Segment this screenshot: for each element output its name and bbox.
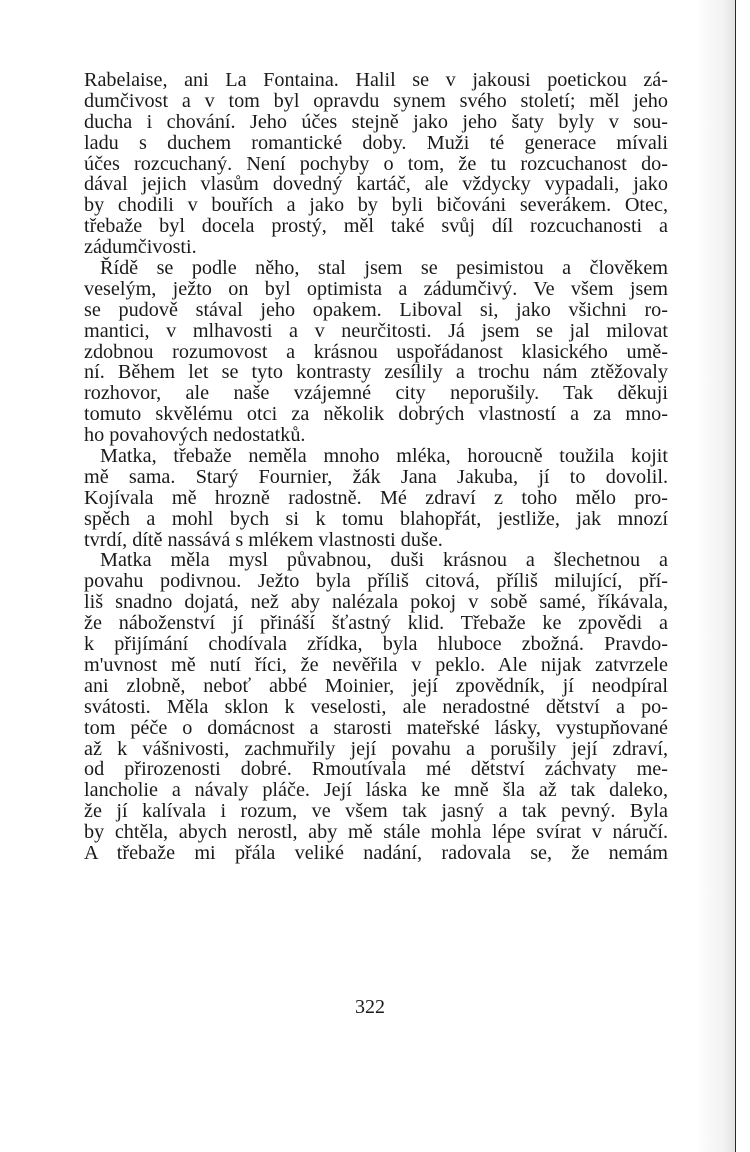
paragraph-1 xyxy=(84,70,668,258)
text-line: třebaže byl docela prostý, měl také svůj díl rozcuchanosti a xyxy=(84,215,668,238)
text-line: ducha i chování. Jeho účes stejně jako jeho šaty byly v sou- xyxy=(84,110,668,133)
text-line: veselým, ježto on byl optimista a zádumčivý. Ve všem jsem xyxy=(84,277,668,300)
text-line: účes rozcuchaný. Není pochyby o tom, že tu rozcuchanost do- xyxy=(84,152,668,175)
text-line: spěch a mohl bych si k tomu blahopřát, jestliže, jak mnozí xyxy=(84,507,668,530)
page-gutter-shadow xyxy=(695,0,735,1152)
text-line: liš snadno dojatá, než aby nalézala pokoj v sobě samé, říkávala, xyxy=(84,591,668,614)
text-line: dumčivost a v tom byl opravdu synem svého století; měl jeho xyxy=(84,89,668,112)
body-text xyxy=(84,70,668,864)
text-line: m'uvnost mě nutí říci, že nevěřila v peklo. Ale nijak zatvrzele xyxy=(84,653,668,676)
text-line: mantici, v mlhavosti a v neurčitosti. Já jsem se jal milovat xyxy=(84,319,668,342)
page-outside-margin xyxy=(736,0,750,1152)
text-line: až k vášnivosti, zachmuřily její povahu a porušily její zdraví, xyxy=(84,737,668,760)
paragraph-3 xyxy=(84,446,668,550)
text-line: lancholie a návaly pláče. Její láska ke mně šla až tak daleko, xyxy=(84,779,668,802)
text-line: k přijímání chodívala zřídka, byla hluboce zbožná. Pravdo- xyxy=(84,633,668,656)
text-line: se pudově stával jeho opakem. Liboval si, jako všichni ro- xyxy=(84,298,668,321)
paragraph-4 xyxy=(84,550,668,863)
text-line: že náboženství jí přináší šťastný klid. Třebaže ke zpovědi a xyxy=(84,612,668,635)
text-line: od přirozenosti dobré. Rmoutívala mé dětství záchvaty me- xyxy=(84,758,668,781)
text-line: Matka měla mysl půvabnou, duši krásnou a šlechetnou a xyxy=(100,549,668,572)
text-line: by chtěla, abych nerostl, aby mě stále mohla lépe svírat v náručí. xyxy=(84,821,668,844)
text-line: rozhovor, ale naše vzájemné city neporušily. Tak děkuji xyxy=(84,382,668,405)
text-line: svátosti. Měla sklon k veselosti, ale neradostné dětství a po- xyxy=(84,695,668,718)
text-line: ani zlobně, neboť abbé Moinier, její zpovědník, jí neodpíral xyxy=(84,674,668,697)
text-line: tomuto skvělému otci za několik dobrých vlastností a za mno- xyxy=(84,403,668,426)
text-line: A třebaže mi přála veliké nadání, radovala se, že nemám xyxy=(84,841,668,864)
text-line: ní. Během let se tyto kontrasty zesílily a trochu nám ztěžovaly xyxy=(84,361,668,384)
text-line: Řídě se podle něho, stal jsem se pesimistou a člověkem xyxy=(100,257,668,280)
text-line: mě sama. Starý Fournier, žák Jana Jakuba, jí to dovolil. xyxy=(84,465,668,488)
text-line: povahu podivnou. Ježto byla příliš citová, příliš milující, pří- xyxy=(84,570,668,593)
text-line: tvrdí, dítě nassává s mlékem vlastnosti duše. xyxy=(84,528,443,551)
text-line: Kojívala mě hrozně radostně. Mé zdraví z toho mělo pro- xyxy=(84,486,668,509)
text-line: ladu s duchem romantické doby. Muži té generace mívali xyxy=(84,131,668,154)
text-line: by chodili v bouřích a jako by byli bičováni severákem. Otec, xyxy=(84,194,668,217)
paragraph-2 xyxy=(84,258,668,446)
text-line: Matka, třebaže neměla mnoho mléka, horoucně toužila kojit xyxy=(100,445,668,468)
text-line: Rabelaise, ani La Fontaina. Halil se v jakousi poetickou zá- xyxy=(84,69,668,91)
page-number: 322 xyxy=(355,996,385,1018)
text-line: že jí kalívala i rozum, ve všem tak jasný a tak pevný. Byla xyxy=(84,800,668,823)
text-line: tom péče o domácnost a starosti mateřské lásky, vystupňované xyxy=(84,716,668,739)
text-line: ho povahových nedostatků. xyxy=(84,424,306,447)
text-line: zdobnou rozumovost a krásnou uspořádanost klasického umě- xyxy=(84,340,668,363)
text-line: zádumčivosti. xyxy=(84,236,197,259)
text-line: dával jejich vlasům dovedný kartáč, ale vždycky vypadali, jako xyxy=(84,173,668,196)
